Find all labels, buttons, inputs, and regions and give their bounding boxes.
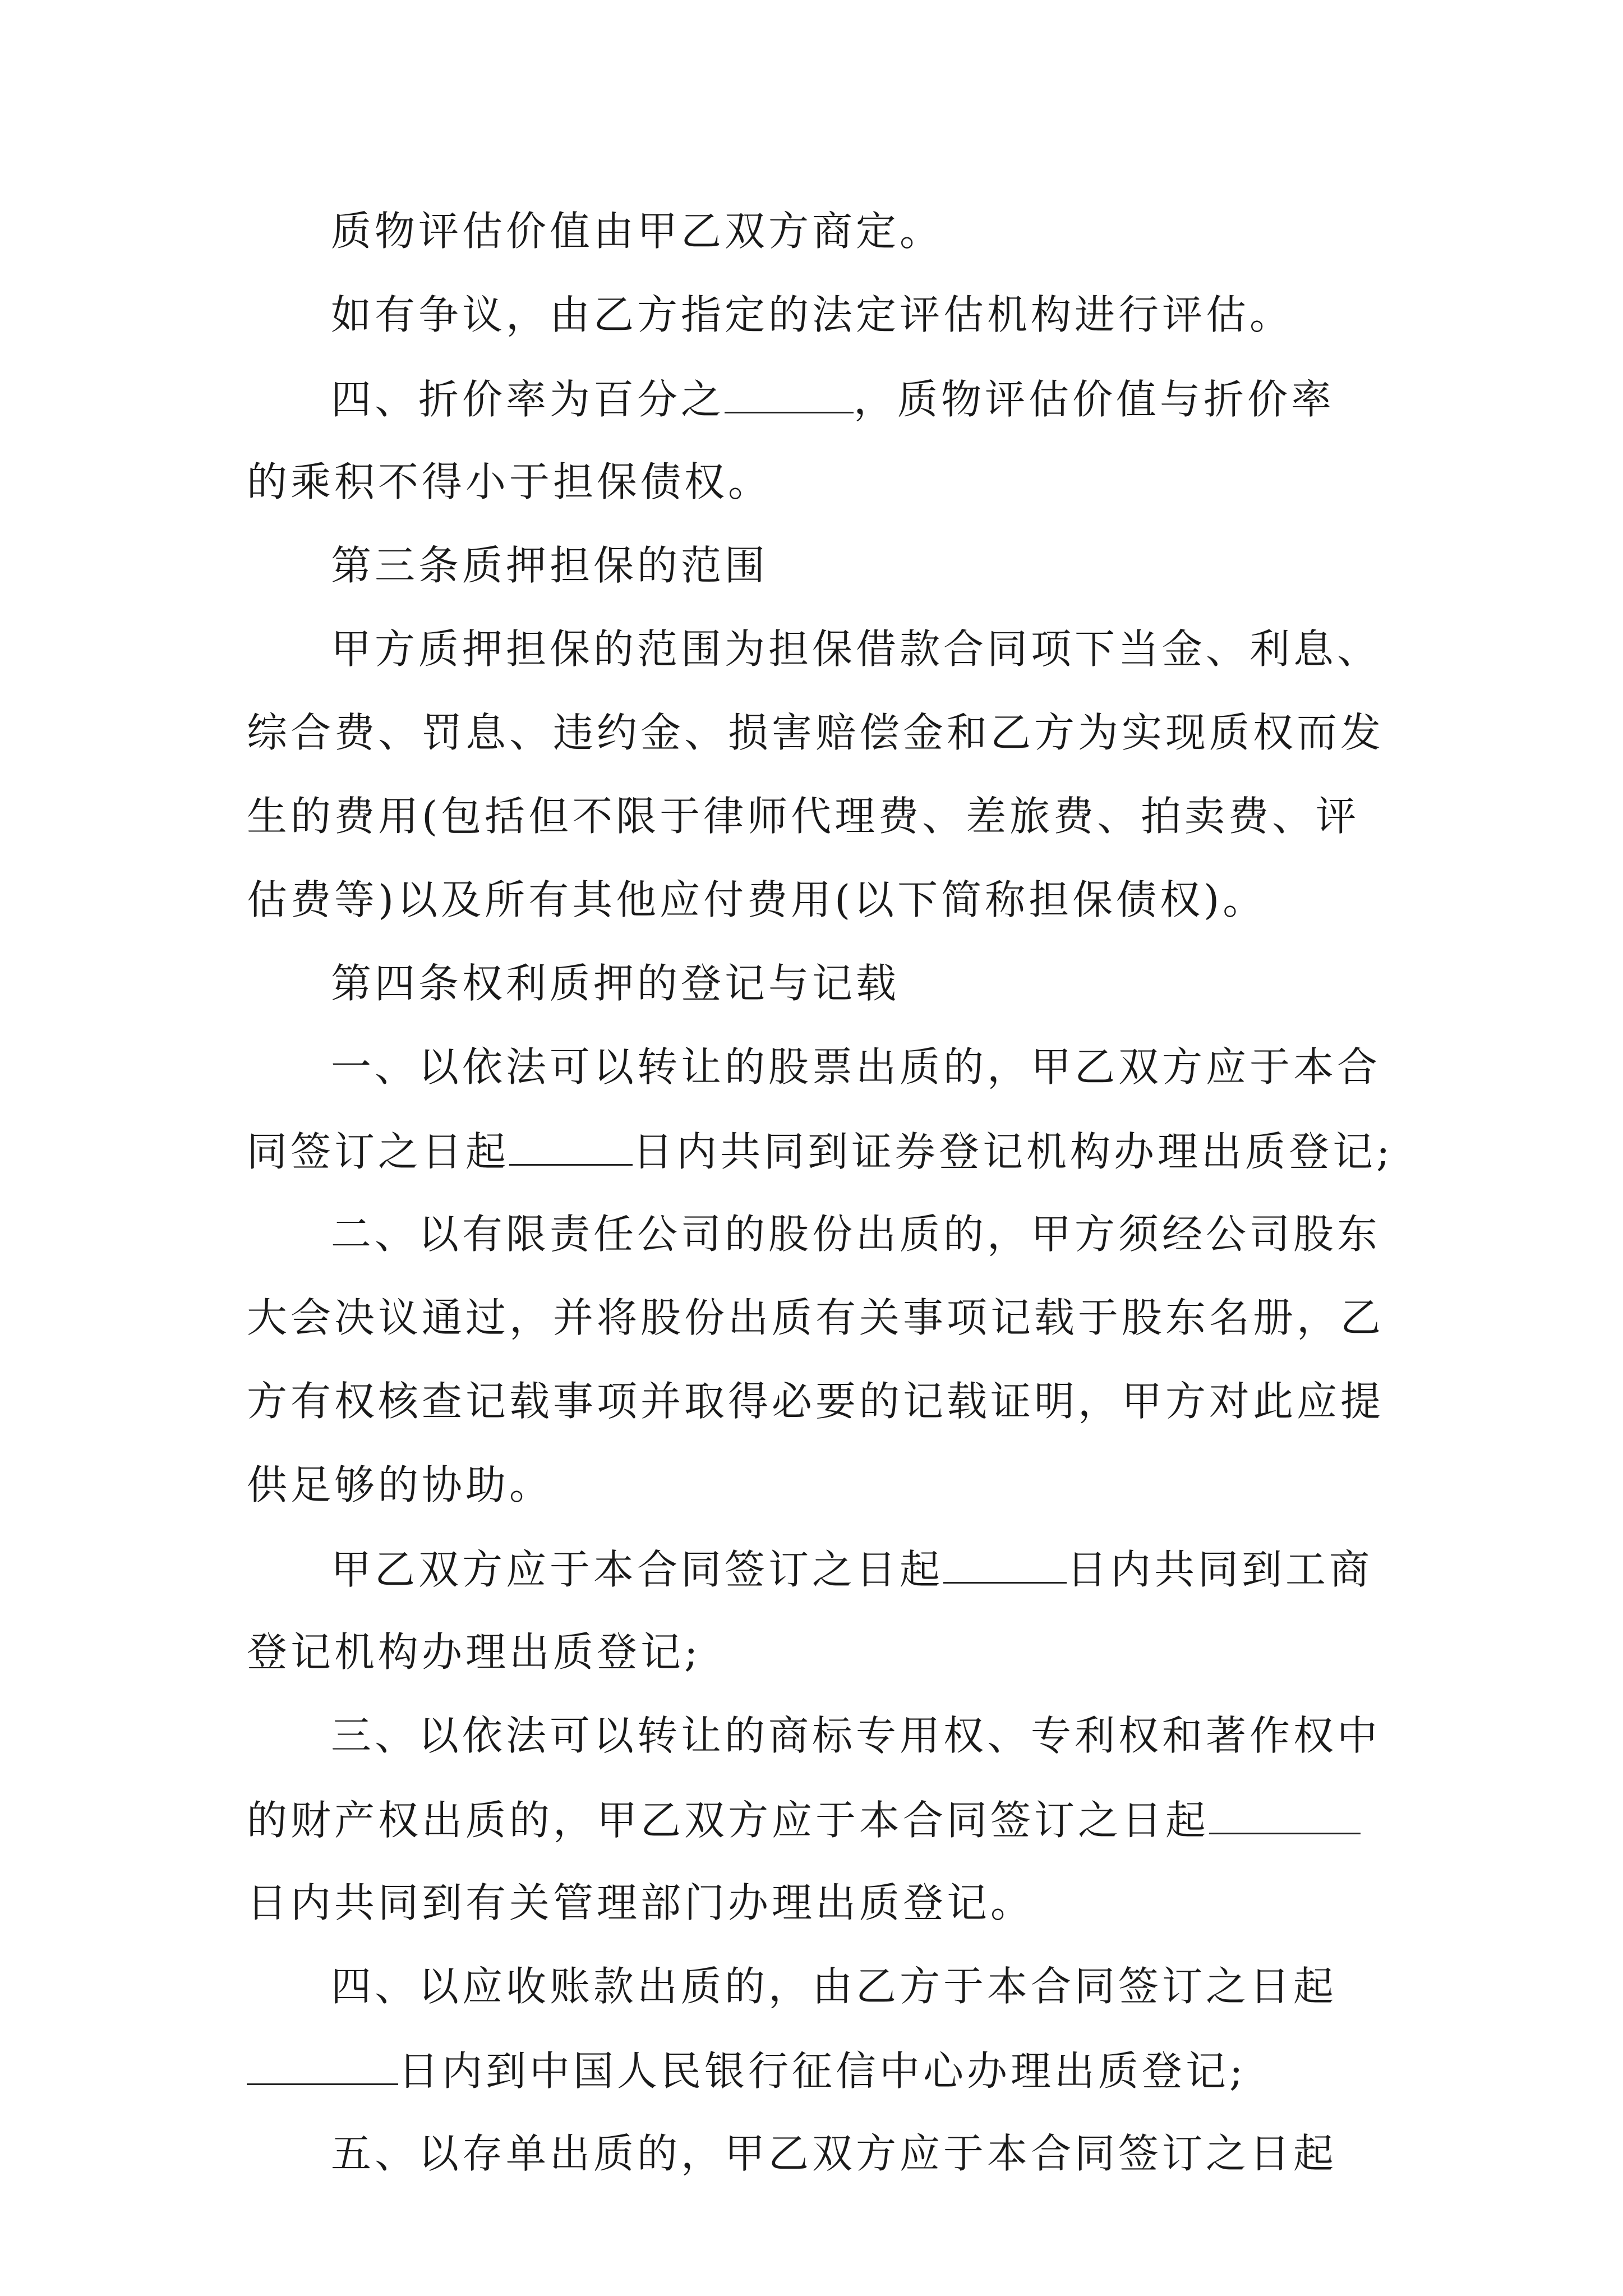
paragraph-line [247,292,1385,337]
paragraph-line [247,961,1385,1006]
line-text: 甲方质押担保的范围为担保借款合同项下当金、利息、 [331,625,1381,673]
line-text: 供足够的协助。 [247,1461,554,1508]
paragraph-line [247,877,1385,922]
line-text: 大会决议通过，并将股份出质有关事项记载于股东名册，乙 [247,1294,1385,1341]
paragraph-line [247,1128,1394,1175]
line-text-after: 日内共同到证券登记机构办理出质登记; [633,1128,1394,1175]
paragraph-line [247,376,1385,421]
line-text: 三、以依法可以转让的商标专用权、专利权和著作权中 [331,1712,1381,1759]
paragraph-line [247,1880,1385,1925]
line-text: 方有权核查记载事项并取得必要的记载证明，甲方对此应提 [247,1378,1385,1425]
paragraph-line [247,459,1385,504]
fill-in-blank [1209,1797,1361,1834]
paragraph-line [247,543,1385,588]
line-text-after: ，质物评估价值与折价率 [854,376,1335,423]
line-text: 综合费、罚息、违约金、损害赔偿金和乙方为实现质权而发 [247,709,1385,756]
line-text-before: 同签订之日起 [247,1128,510,1175]
line-text-after: 日内到中国人民银行征信中心办理出质登记; [398,2047,1247,2095]
line-text: 四、以应收账款出质的，由乙方于本合同签订之日起 [331,1963,1338,2010]
paragraph-line [247,710,1385,755]
paragraph-line [247,794,1385,839]
paragraph-line [247,2131,1385,2176]
fill-in-blank [247,2047,398,2085]
line-text-before: 甲乙双方应于本合同签订之日起 [331,1546,944,1593]
line-text: 的乘积不得小于担保债权。 [247,458,772,505]
paragraph-line [247,1295,1385,1340]
line-text: 一、以依法可以转让的股票出质的，甲乙双方应于本合 [331,1043,1381,1091]
paragraph-line [247,1797,1385,1842]
paragraph-line [247,1045,1385,1089]
paragraph-line [247,1212,1385,1257]
paragraph-line [247,1546,1385,1591]
paragraph-line [247,1713,1385,1758]
paragraph-line [247,1964,1385,2009]
paragraph-line [247,1462,1385,1507]
fill-in-blank [943,1546,1067,1584]
line-text: 五、以存单出质的，甲乙双方应于本合同签订之日起 [331,2130,1338,2177]
fill-in-blank [725,376,854,413]
line-text: 二、以有限责任公司的股份出质的，甲方须经公司股东 [331,1211,1381,1258]
line-text: 如有争议，由乙方指定的法定评估机构进行评估。 [331,291,1294,338]
line-text: 登记机构办理出质登记; [247,1628,702,1676]
line-text: 质物评估价值由甲乙双方商定。 [331,208,944,255]
line-text: 估费等)以及所有其他应付费用(以下简称担保债权)。 [247,876,1267,923]
line-text: 日内共同到有关管理部门办理出质登记。 [247,1879,1035,1926]
line-text: 生的费用(包括但不限于律师代理费、差旅费、拍卖费、评 [247,793,1360,840]
paragraph-line [247,209,1385,254]
paragraph-line [247,1630,1385,1674]
paragraph-line [247,2047,1385,2095]
line-text: 第四条权利质押的登记与记载 [331,960,900,1007]
line-text-before: 的财产权出质的，甲乙双方应于本合同签订之日起 [247,1797,1210,1844]
fill-in-blank [509,1128,633,1166]
line-text-before: 四、折价率为百分之 [331,376,725,423]
paragraph-line [247,1379,1385,1424]
paragraph-line [247,627,1385,671]
line-text-after: 日内共同到工商 [1067,1546,1373,1593]
document-body [247,208,1394,2215]
line-text: 第三条质押担保的范围 [331,542,769,589]
